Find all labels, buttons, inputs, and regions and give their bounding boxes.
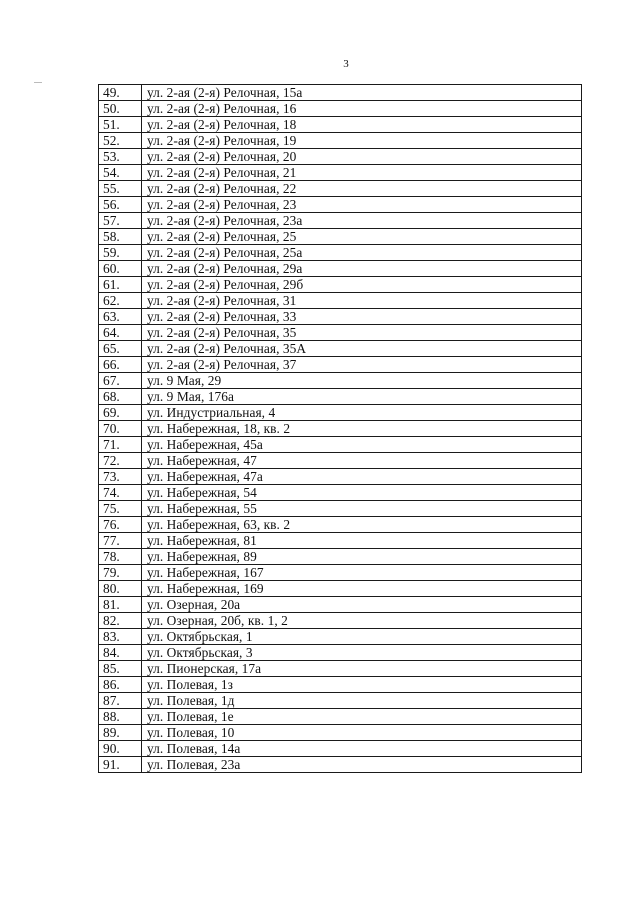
table-row bbox=[99, 501, 582, 517]
row-address: ул. Полевая, 1е bbox=[142, 709, 582, 725]
row-number: 84. bbox=[99, 645, 142, 661]
row-number: 56. bbox=[99, 197, 142, 213]
row-address: ул. Пионерская, 17а bbox=[142, 661, 582, 677]
row-address: ул. Набережная, 45а bbox=[142, 437, 582, 453]
row-number: 67. bbox=[99, 373, 142, 389]
table-row bbox=[99, 293, 582, 309]
row-address: ул. 9 Мая, 176а bbox=[142, 389, 582, 405]
table-row bbox=[99, 421, 582, 437]
row-number: 65. bbox=[99, 341, 142, 357]
table-row bbox=[99, 405, 582, 421]
row-number: 81. bbox=[99, 597, 142, 613]
row-address: ул. 2-ая (2-я) Релочная, 35 bbox=[142, 325, 582, 341]
table-row bbox=[99, 437, 582, 453]
row-number: 71. bbox=[99, 437, 142, 453]
row-number: 80. bbox=[99, 581, 142, 597]
table-row bbox=[99, 389, 582, 405]
row-address: ул. Полевая, 10 bbox=[142, 725, 582, 741]
row-address: ул. Набережная, 63, кв. 2 bbox=[142, 517, 582, 533]
row-number: 66. bbox=[99, 357, 142, 373]
row-number: 79. bbox=[99, 565, 142, 581]
row-address: ул. Полевая, 23а bbox=[142, 757, 582, 773]
table-row bbox=[99, 357, 582, 373]
row-address: ул. 2-ая (2-я) Релочная, 15а bbox=[142, 85, 582, 101]
row-number: 77. bbox=[99, 533, 142, 549]
row-number: 78. bbox=[99, 549, 142, 565]
row-number: 62. bbox=[99, 293, 142, 309]
table-row bbox=[99, 325, 582, 341]
row-address: ул. 2-ая (2-я) Релочная, 23 bbox=[142, 197, 582, 213]
row-number: 60. bbox=[99, 261, 142, 277]
row-address: ул. Набережная, 47 bbox=[142, 453, 582, 469]
row-number: 72. bbox=[99, 453, 142, 469]
row-address: ул. 2-ая (2-я) Релочная, 16 bbox=[142, 101, 582, 117]
row-number: 54. bbox=[99, 165, 142, 181]
row-address: ул. 2-ая (2-я) Релочная, 18 bbox=[142, 117, 582, 133]
row-address: ул. Озерная, 20а bbox=[142, 597, 582, 613]
row-number: 50. bbox=[99, 101, 142, 117]
table-row bbox=[99, 117, 582, 133]
row-address: ул. 2-ая (2-я) Релочная, 37 bbox=[142, 357, 582, 373]
row-number: 57. bbox=[99, 213, 142, 229]
row-address: ул. Набережная, 167 bbox=[142, 565, 582, 581]
table-row bbox=[99, 133, 582, 149]
table-row bbox=[99, 725, 582, 741]
row-number: 69. bbox=[99, 405, 142, 421]
row-address: ул. 2-ая (2-я) Релочная, 29а bbox=[142, 261, 582, 277]
row-number: 75. bbox=[99, 501, 142, 517]
row-number: 74. bbox=[99, 485, 142, 501]
table-row bbox=[99, 709, 582, 725]
row-address: ул. 2-ая (2-я) Релочная, 33 bbox=[142, 309, 582, 325]
table-row bbox=[99, 469, 582, 485]
row-number: 49. bbox=[99, 85, 142, 101]
row-address: ул. 2-ая (2-я) Релочная, 25 bbox=[142, 229, 582, 245]
table-row bbox=[99, 741, 582, 757]
table-row bbox=[99, 165, 582, 181]
row-address: ул. Набережная, 81 bbox=[142, 533, 582, 549]
row-address: ул. 2-ая (2-я) Релочная, 25а bbox=[142, 245, 582, 261]
row-address: ул. Озерная, 20б, кв. 1, 2 bbox=[142, 613, 582, 629]
table-row bbox=[99, 245, 582, 261]
row-number: 63. bbox=[99, 309, 142, 325]
table-row bbox=[99, 517, 582, 533]
table-row bbox=[99, 229, 582, 245]
row-number: 88. bbox=[99, 709, 142, 725]
row-address: ул. 2-ая (2-я) Релочная, 31 bbox=[142, 293, 582, 309]
row-number: 86. bbox=[99, 677, 142, 693]
row-address: ул. 2-ая (2-я) Релочная, 19 bbox=[142, 133, 582, 149]
table-row bbox=[99, 197, 582, 213]
table-row bbox=[99, 213, 582, 229]
row-address: ул. Индустриальная, 4 bbox=[142, 405, 582, 421]
row-address: ул. Набережная, 169 bbox=[142, 581, 582, 597]
row-number: 91. bbox=[99, 757, 142, 773]
table-row bbox=[99, 629, 582, 645]
row-number: 68. bbox=[99, 389, 142, 405]
row-address: ул. Набережная, 47а bbox=[142, 469, 582, 485]
table-row bbox=[99, 581, 582, 597]
table-row bbox=[99, 485, 582, 501]
address-table bbox=[98, 84, 582, 773]
table-row bbox=[99, 309, 582, 325]
table-row bbox=[99, 693, 582, 709]
table-row bbox=[99, 373, 582, 389]
row-address: ул. 2-ая (2-я) Релочная, 21 bbox=[142, 165, 582, 181]
row-number: 52. bbox=[99, 133, 142, 149]
table-row bbox=[99, 597, 582, 613]
row-address: ул. Полевая, 1д bbox=[142, 693, 582, 709]
table-row bbox=[99, 661, 582, 677]
row-address: ул. Октябрьская, 1 bbox=[142, 629, 582, 645]
row-address: ул. Полевая, 1з bbox=[142, 677, 582, 693]
page-number: 3 bbox=[343, 58, 349, 70]
row-address: ул. 2-ая (2-я) Релочная, 35А bbox=[142, 341, 582, 357]
table-row bbox=[99, 101, 582, 117]
table-row bbox=[99, 757, 582, 773]
row-address: ул. 9 Мая, 29 bbox=[142, 373, 582, 389]
row-address: ул. 2-ая (2-я) Релочная, 23а bbox=[142, 213, 582, 229]
row-number: 82. bbox=[99, 613, 142, 629]
row-address: ул. 2-ая (2-я) Релочная, 20 bbox=[142, 149, 582, 165]
row-number: 90. bbox=[99, 741, 142, 757]
row-address: ул. Набережная, 89 bbox=[142, 549, 582, 565]
table-row bbox=[99, 149, 582, 165]
row-address: ул. Набережная, 54 bbox=[142, 485, 582, 501]
table-row bbox=[99, 85, 582, 101]
row-number: 58. bbox=[99, 229, 142, 245]
row-number: 83. bbox=[99, 629, 142, 645]
row-number: 73. bbox=[99, 469, 142, 485]
row-number: 87. bbox=[99, 693, 142, 709]
table-row bbox=[99, 533, 582, 549]
row-number: 61. bbox=[99, 277, 142, 293]
table-row bbox=[99, 645, 582, 661]
table-row bbox=[99, 677, 582, 693]
table-row bbox=[99, 277, 582, 293]
row-number: 59. bbox=[99, 245, 142, 261]
table-row bbox=[99, 565, 582, 581]
row-address: ул. Полевая, 14а bbox=[142, 741, 582, 757]
row-number: 76. bbox=[99, 517, 142, 533]
table-row bbox=[99, 453, 582, 469]
address-table-body bbox=[99, 85, 582, 773]
row-number: 64. bbox=[99, 325, 142, 341]
row-number: 53. bbox=[99, 149, 142, 165]
table-row bbox=[99, 341, 582, 357]
table-row bbox=[99, 613, 582, 629]
row-address: ул. 2-ая (2-я) Релочная, 29б bbox=[142, 277, 582, 293]
table-row bbox=[99, 549, 582, 565]
scan-edge-mark bbox=[34, 82, 42, 83]
row-address: ул. Набережная, 55 bbox=[142, 501, 582, 517]
row-number: 51. bbox=[99, 117, 142, 133]
row-number: 89. bbox=[99, 725, 142, 741]
row-address: ул. Октябрьская, 3 bbox=[142, 645, 582, 661]
row-number: 55. bbox=[99, 181, 142, 197]
row-number: 85. bbox=[99, 661, 142, 677]
table-row bbox=[99, 181, 582, 197]
row-address: ул. Набережная, 18, кв. 2 bbox=[142, 421, 582, 437]
table-row bbox=[99, 261, 582, 277]
row-address: ул. 2-ая (2-я) Релочная, 22 bbox=[142, 181, 582, 197]
row-number: 70. bbox=[99, 421, 142, 437]
